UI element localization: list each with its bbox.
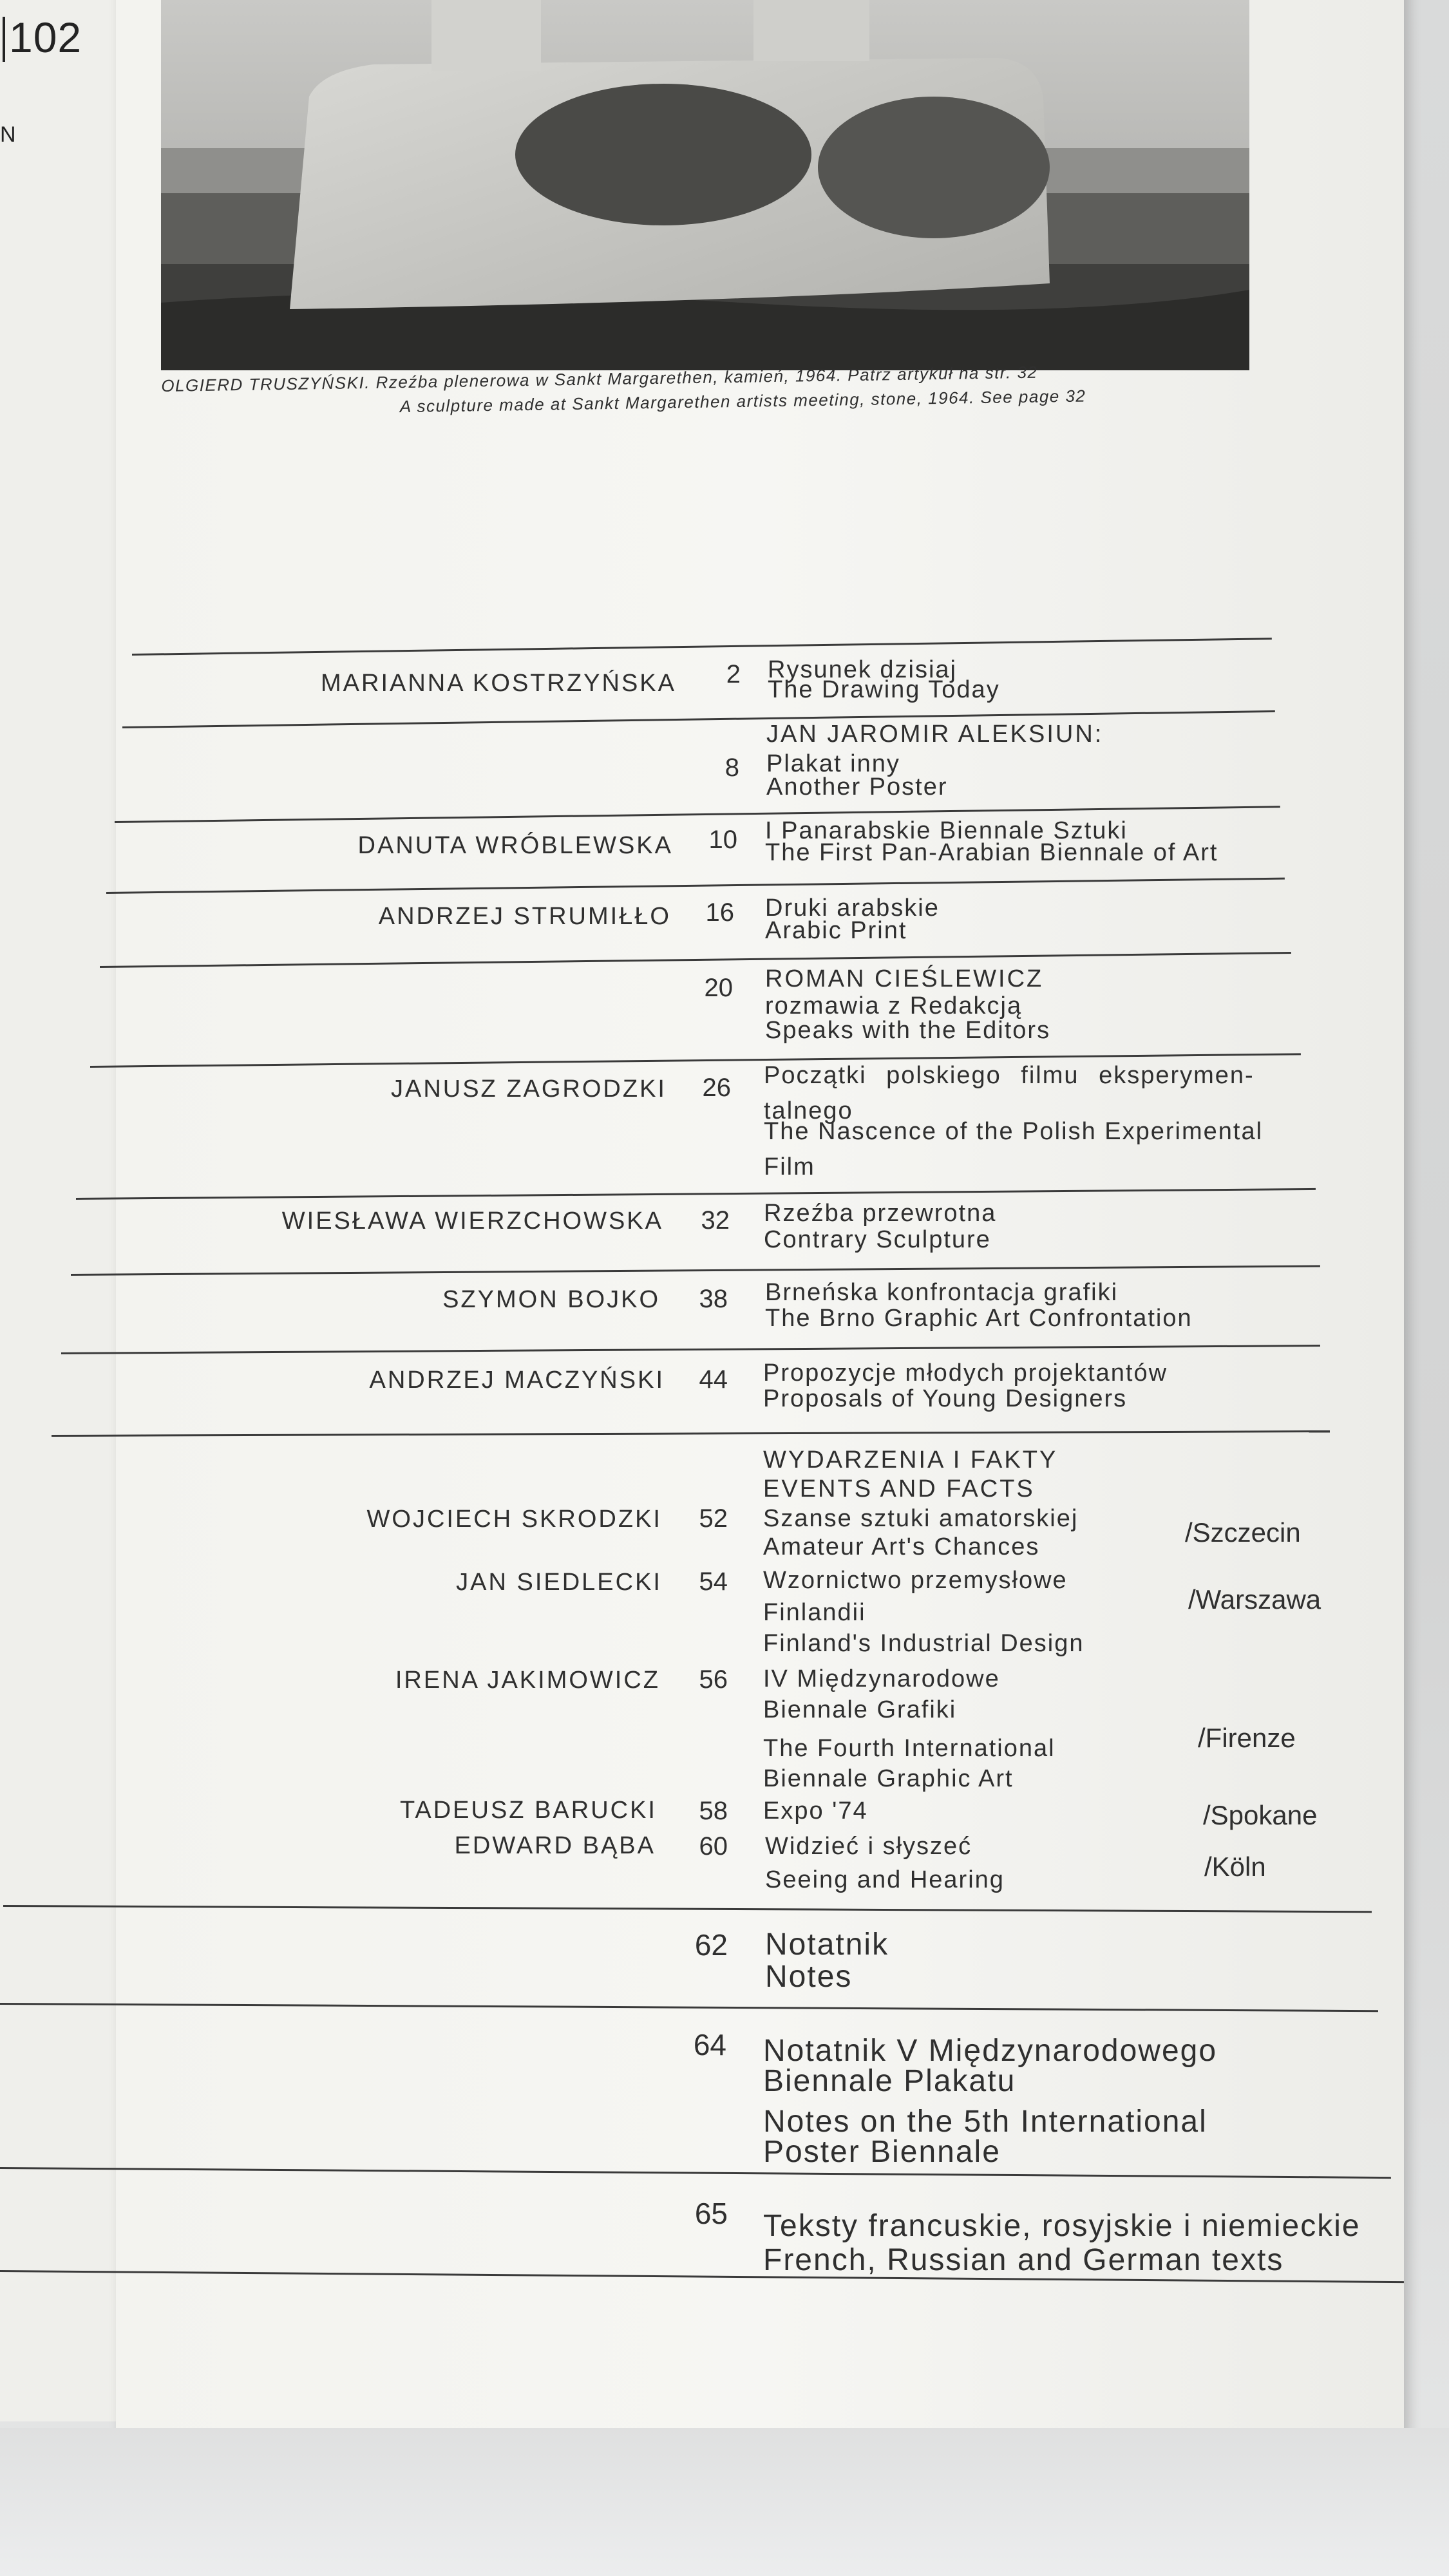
toc-title-en: French, Russian and German texts	[763, 2243, 1284, 2277]
toc-title-pl: Początki polskiego filmu eksperymen-	[764, 1062, 1255, 1089]
toc-title-pl: Plakat inny	[766, 750, 900, 777]
toc-author: DANUTA WRÓBLEWSKA	[357, 832, 673, 859]
toc-title-pl: Notatnik	[765, 1927, 889, 1962]
events-heading-en: EVENTS AND FACTS	[763, 1475, 1035, 1502]
toc-title-en: Seeing and Hearing	[765, 1866, 1005, 1893]
toc-page-number: 16	[705, 898, 734, 927]
toc-divider	[132, 638, 1272, 656]
toc-divider	[61, 1345, 1320, 1354]
toc-author: ANDRZEJ MACZYŃSKI	[369, 1367, 665, 1394]
caption-english: A sculpture made at Sankt Margarethen artists meeting, stone, 1964. See page 32	[399, 386, 1086, 417]
toc-author: JAN SIEDLECKI	[456, 1569, 662, 1596]
toc-place: /Szczecin	[1185, 1517, 1301, 1548]
toc-title-en: Finland's Industrial Design	[763, 1630, 1084, 1657]
toc-page-number: 8	[724, 753, 739, 782]
toc-page-number: 62	[694, 1928, 728, 1962]
toc-place: /Firenze	[1198, 1723, 1296, 1753]
toc-page-number: 44	[699, 1365, 728, 1394]
toc-page-number: 2	[726, 660, 741, 688]
toc-page-number: 60	[699, 1832, 728, 1861]
issue-number: 102	[9, 14, 82, 61]
toc-title-en: The Fourth International	[763, 1735, 1056, 1762]
toc-title-en: Notes	[765, 1960, 853, 1994]
toc-divider	[100, 952, 1291, 968]
toc-title-pl: IV Międzynarodowe	[763, 1665, 1000, 1692]
toc-divider	[71, 1265, 1320, 1276]
toc-title-en: Another Poster	[766, 773, 948, 800]
toc-author-inline: JAN JAROMIR ALEKSIUN:	[766, 721, 1104, 748]
toc-title-en-cont: Poster Biennale	[763, 2135, 1001, 2169]
toc-title-pl: Wzornictwo przemysłowe	[763, 1567, 1068, 1594]
toc-title-en: The First Pan-Arabian Biennale of Art	[765, 839, 1218, 866]
toc-divider	[52, 1430, 1330, 1437]
toc-author: EDWARD BĄBA	[454, 1832, 656, 1859]
toc-title-en: Amateur Art's Chances	[763, 1533, 1040, 1560]
toc-title-en: Proposals of Young Designers	[763, 1385, 1128, 1412]
toc-page-number: 20	[704, 974, 733, 1002]
toc-page-number: 54	[699, 1567, 728, 1596]
toc-place: /Warszawa	[1188, 1584, 1321, 1615]
toc-title-pl: Rysunek dzisiaj	[768, 656, 957, 683]
toc-author: MARIANNA KOSTRZYŃSKA	[321, 670, 676, 697]
toc-page-number: 26	[702, 1074, 731, 1102]
toc-title-pl: Brneńska konfrontacja grafiki	[765, 1279, 1119, 1306]
toc-title-pl: Druki arabskie	[765, 895, 940, 922]
toc-title-pl: Propozycje młodych projektantów	[763, 1359, 1168, 1387]
toc-title-en: The Brno Graphic Art Confrontation	[765, 1305, 1193, 1332]
toc-title-en: The Drawing Today	[768, 676, 1000, 703]
toc-divider	[106, 878, 1285, 894]
toc-title-pl: Widzieć i słyszeć	[765, 1833, 972, 1860]
toc-title-en-cont: Film	[764, 1153, 815, 1180]
toc-title-pl: Notatnik V Międzynarodowego	[763, 2034, 1218, 2068]
toc-title-en-cont: Biennale Graphic Art	[763, 1765, 1014, 1792]
toc-author: IRENA JAKIMOWICZ	[395, 1667, 660, 1694]
toc-title-pl: Rzeźba przewrotna	[764, 1200, 997, 1227]
toc-title-en: The Nascence of the Polish Experimental	[764, 1118, 1264, 1145]
toc-title-pl: Expo '74	[763, 1797, 868, 1824]
toc-page-number: 52	[699, 1504, 728, 1533]
left-page-letter: N	[0, 122, 16, 147]
toc-author: ANDRZEJ STRUMIŁŁO	[378, 903, 671, 930]
toc-divider	[3, 1905, 1372, 1913]
toc-page-number: 10	[708, 826, 737, 854]
toc-author-inline: ROMAN CIEŚLEWICZ	[765, 965, 1044, 992]
toc-title-pl: rozmawia z Redakcją	[765, 992, 1023, 1019]
toc-title-pl-cont: Biennale Plakatu	[763, 2064, 1016, 2098]
toc-page-number: 32	[701, 1206, 730, 1235]
toc-title-en: Notes on the 5th International	[763, 2105, 1208, 2139]
toc-page-number: 56	[699, 1665, 728, 1694]
toc-page-number: 65	[694, 2197, 728, 2230]
toc-title-en: Speaks with the Editors	[765, 1017, 1051, 1044]
toc-title-pl: I Panarabskie Biennale Sztuki	[765, 817, 1128, 844]
toc-title-pl-cont: talnego	[764, 1097, 853, 1124]
toc-title-pl: Teksty francuskie, rosyjskie i niemieckie	[763, 2209, 1361, 2243]
toc-author: WOJCIECH SKRODZKI	[366, 1506, 662, 1533]
toc-author: TADEUSZ BARUCKI	[399, 1797, 657, 1824]
toc-author: WIESŁAWA WIERZCHOWSKA	[281, 1208, 663, 1235]
toc-title-pl-cont: Finlandii	[763, 1599, 866, 1626]
toc-title-en: Contrary Sculpture	[764, 1226, 991, 1253]
toc-title-pl: Szanse sztuki amatorskiej	[763, 1505, 1079, 1532]
table-surface	[0, 2428, 1449, 2576]
toc-place: /Köln	[1204, 1852, 1266, 1882]
caption-polish: OLGIERD TRUSZYŃSKI. Rzeźba plenerowa w Sankt Margarethen, kamień, 1964. Patrz artykuł na str. 32	[161, 362, 1038, 395]
toc-title-pl-cont: Biennale Grafiki	[763, 1696, 957, 1723]
events-heading-pl: WYDARZENIA I FAKTY	[763, 1446, 1058, 1473]
toc-divider	[76, 1188, 1316, 1200]
toc-divider	[0, 2167, 1391, 2179]
toc-title-en: Arabic Print	[765, 917, 907, 944]
toc-page-number: 64	[693, 2028, 726, 2061]
toc-divider	[0, 2003, 1378, 2012]
toc-page-number: 58	[699, 1797, 728, 1825]
toc-place: /Spokane	[1203, 1800, 1318, 1830]
toc-author: SZYMON BOJKO	[442, 1286, 660, 1313]
toc-author: JANUSZ ZAGRODZKI	[390, 1075, 667, 1103]
toc-page-number: 38	[699, 1285, 728, 1313]
